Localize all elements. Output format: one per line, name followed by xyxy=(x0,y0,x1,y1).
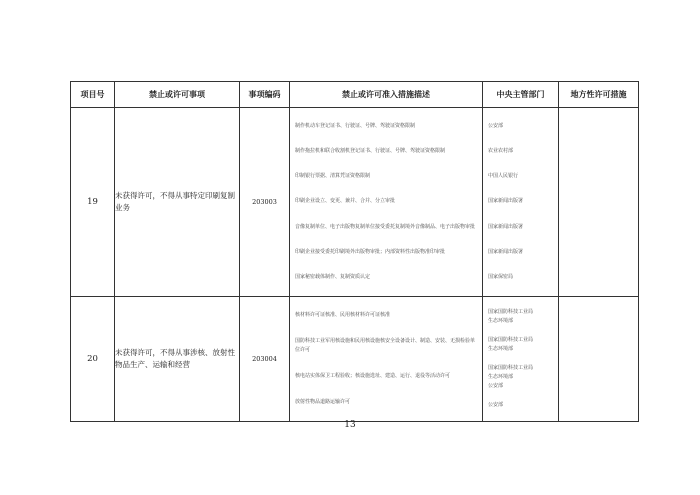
table-header-row xyxy=(71,82,639,108)
department-text: 国家国防科技工业局 生态环境部 公安部 xyxy=(488,365,534,389)
department-text: 公安部 xyxy=(488,402,504,408)
department-text: 国家国防科技工业局 生态环境部 xyxy=(488,337,534,352)
department-text: 农业农村部 xyxy=(488,148,514,155)
measure-text: 制作拖拉机和联合收割机登记证书、行驶证、号牌、驾驶证资格限制 xyxy=(295,148,446,155)
department-text: 国家保密局 xyxy=(488,273,514,280)
department-text: 国家新闻出版署 xyxy=(488,198,524,205)
department-text: 公安部 xyxy=(488,123,504,130)
row-local-measures xyxy=(559,108,639,297)
measure-text: 制作机动车登记证书、行驶证、号牌、驾驶证资格限制 xyxy=(295,123,416,130)
table-row xyxy=(71,297,639,422)
table-row xyxy=(71,108,639,297)
measure-text: 国防科技工业军用核设施和民用核设施核安全设备设计、制造、安装、无损检验单位许可 xyxy=(295,338,476,354)
row-departments xyxy=(483,297,559,422)
department-text: 国家新闻出版署 xyxy=(488,248,524,255)
header-measure-description: 禁止或许可准入措施描述 xyxy=(290,82,483,108)
measures-table xyxy=(70,81,639,422)
measure-text: 印刷企业接受委托印刷境外出版物审批；内部资料性出版物准印审批 xyxy=(295,248,446,255)
header-item-name: 禁止或许可事项 xyxy=(115,82,240,108)
row-local-measures xyxy=(559,297,639,422)
measure-text: 印刷企业设立、变更、兼并、合并、分立审批 xyxy=(295,198,396,205)
header-central-department: 中央主管部门 xyxy=(483,82,559,108)
row-item: 未获得许可，不得从事涉核、放射性物品生产、运输和经营 xyxy=(115,297,240,422)
measure-text: 音像复制单位、电子出版物复制单位接受委托复制境外音像制品、电子出版物审批 xyxy=(295,223,476,230)
row-measures xyxy=(290,108,483,297)
row-number: 19 xyxy=(71,108,115,297)
page-number: 13 xyxy=(344,420,356,430)
measure-text: 印制银行票据、清算凭证资格限制 xyxy=(295,173,371,180)
measure-text: 放射性物品道路运输许可 xyxy=(295,398,351,405)
row-code: 203003 xyxy=(240,108,290,297)
department-text: 中国人民银行 xyxy=(488,173,519,180)
header-local-measures: 地方性许可措施 xyxy=(559,82,639,108)
measure-text: 核电站实体保卫工程验收；核设施选址、建造、运行、退役等活动许可 xyxy=(295,372,451,379)
measure-text: 国家秘密载体制作、复制资质认定 xyxy=(295,273,371,280)
department-text: 国家新闻出版署 xyxy=(488,223,524,230)
row-departments xyxy=(483,108,559,297)
row-item: 未获得许可，不得从事特定印刷复制业务 xyxy=(115,108,240,297)
row-number: 20 xyxy=(71,297,115,422)
department-text: 国家国防科技工业局 生态环境部 xyxy=(488,309,534,324)
header-item-number: 项目号 xyxy=(71,82,115,108)
header-item-code: 事项编码 xyxy=(240,82,290,108)
measure-text: 核材料许可证核准、民用核材料许可证核准 xyxy=(295,312,391,319)
row-measures xyxy=(290,297,483,422)
row-code: 203004 xyxy=(240,297,290,422)
